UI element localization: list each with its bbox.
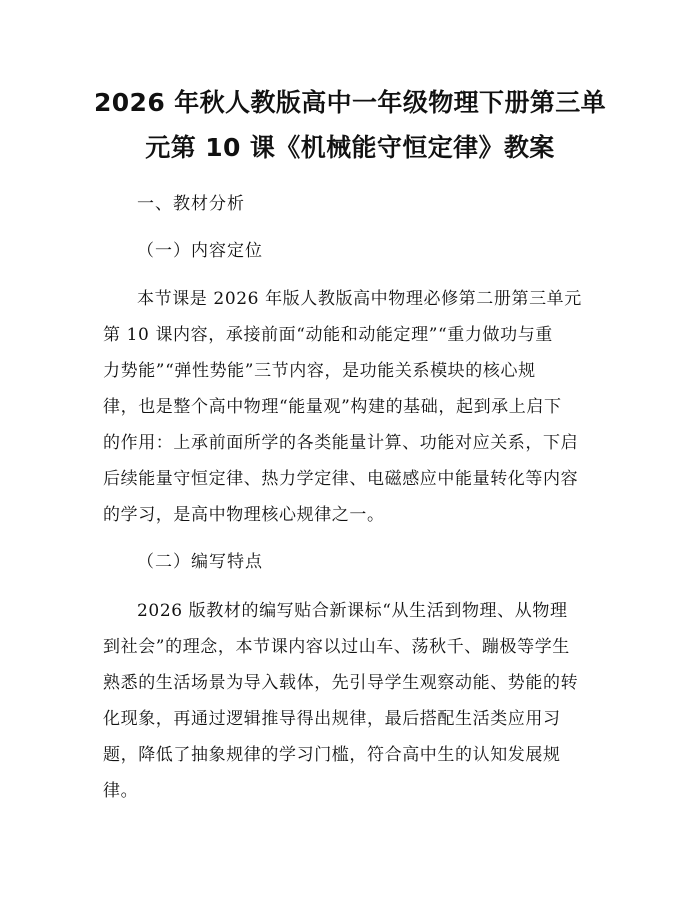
paragraph-line: 律。: [103, 781, 139, 801]
subsection-heading-content-positioning: （一）内容定位: [137, 241, 263, 261]
paragraph-line: 第 10 课内容，承接前面“动能和动能定理”“重力做功与重: [103, 325, 553, 345]
subsection-heading-writing-features: （二）编写特点: [137, 552, 263, 572]
document-title-line-1: 2026 年秋人教版高中一年级物理下册第三单: [93, 88, 607, 117]
paragraph-line: 后续能量守恒定律、热力学定律、电磁感应中能量转化等内容: [103, 469, 579, 489]
paragraph-line: 到社会”的理念，本节课内容以过山车、荡秋千、蹦极等学生: [103, 637, 570, 657]
paragraph-line: 力势能”“弹性势能”三节内容，是功能关系模块的核心规: [103, 361, 536, 381]
paragraph-line: 2026 版教材的编写贴合新课标“从生活到物理、从物理: [137, 601, 568, 621]
paragraph-line: 的学习，是高中物理核心规律之一。: [103, 505, 385, 525]
paragraph-line: 律，也是整个高中物理“能量观”构建的基础，起到承上启下: [103, 397, 562, 417]
paragraph-line: 化现象，再通过逻辑推导得出规律，最后搭配生活类应用习: [103, 709, 561, 729]
section-heading-textbook-analysis: 一、教材分析: [137, 194, 245, 214]
document-title-line-2: 元第 10 课《机械能守恒定律》教案: [145, 133, 555, 162]
paragraph-line: 的作用：上承前面所学的各类能量计算、功能对应关系，下启: [103, 433, 579, 453]
paragraph-line: 本节课是 2026 年版人教版高中物理必修第二册第三单元: [137, 289, 582, 309]
paragraph-line: 题，降低了抽象规律的学习门槛，符合高中生的认知发展规: [103, 745, 561, 765]
paragraph-line: 熟悉的生活场景为导入载体，先引导学生观察动能、势能的转: [103, 673, 579, 693]
